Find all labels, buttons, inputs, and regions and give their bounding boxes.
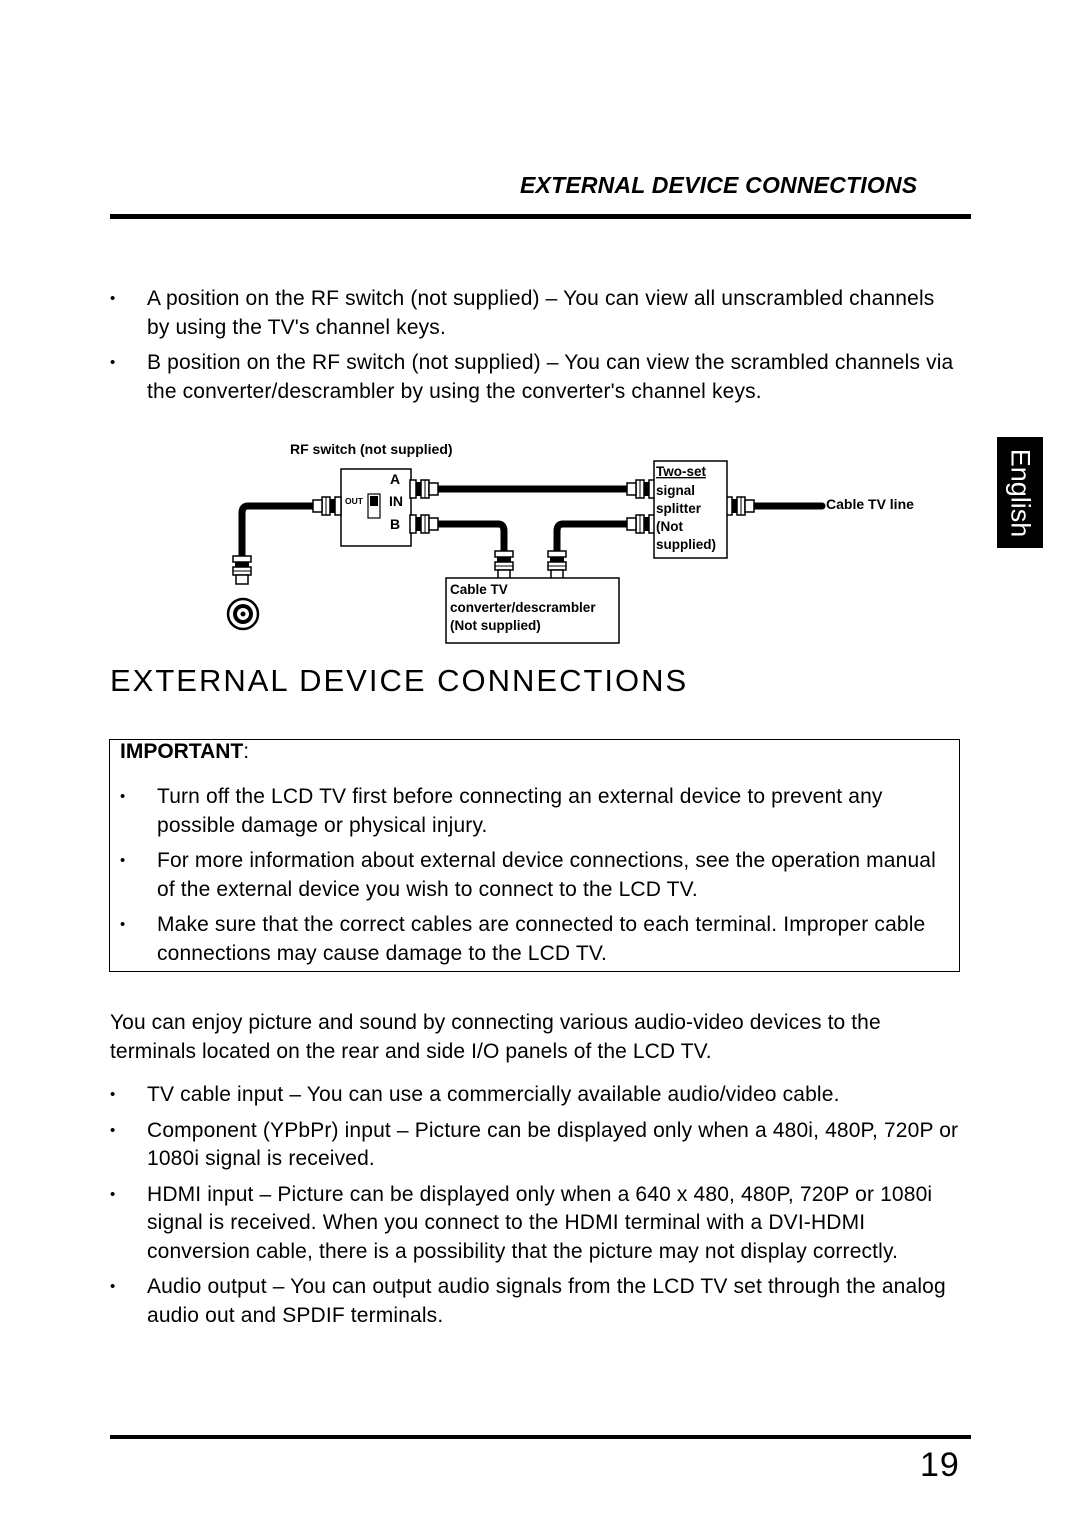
switch-in-label: IN	[389, 493, 403, 509]
coax-connector-icon	[313, 497, 341, 515]
list-item: • Component (YPbPr) input – Picture can be displayed only when a 480i, 480P, 720P or 1080i signal is received.	[110, 1118, 959, 1170]
rf-switch-bullet-list	[110, 285, 960, 413]
switch-a-label: A	[390, 471, 401, 487]
rf-switch-caption: RF switch (not supplied)	[290, 441, 453, 457]
coax-connector-icon	[726, 497, 754, 515]
switch-out-label: OUT	[345, 496, 363, 506]
header-rule	[110, 214, 971, 219]
list-item: • TV cable input – You can use a commercially available audio/video cable.	[110, 1083, 840, 1106]
coax-connector-icon	[410, 515, 438, 533]
list-item: • Audio output – You can output audio signals from the LCD TV set through the analog audio out and SPDIF terminals.	[110, 1275, 946, 1327]
page-number: 19	[920, 1446, 960, 1484]
io-panel-bullet-list	[110, 1081, 960, 1337]
list-item: • For more information about external device connections, see the operation manual of the external device you wish to connect to the LCD TV.	[120, 849, 936, 901]
coax-connector-icon	[627, 480, 655, 498]
list-item: • Make sure that the correct cables are connected to each terminal. Improper cable connections may cause damage to the LCD TV.	[120, 913, 926, 965]
section-title: EXTERNAL DEVICE CONNECTIONS	[110, 663, 689, 698]
converter-label: Cable TV converter/descrambler (Not supplied)	[450, 582, 596, 633]
language-tab-label: English	[1005, 448, 1036, 537]
list-item: • B position on the RF switch (not supplied) – You can view the scrambled channels via the converter/descrambler by using the converter's channel keys.	[110, 351, 954, 403]
rf-connection-diagram	[0, 435, 1080, 650]
coax-connector-icon	[410, 480, 438, 498]
switch-b-label: B	[390, 516, 401, 532]
intro-paragraph: You can enjoy picture and sound by connecting various audio-video devices to the terminals located on the rear and side I/O panels of the LCD TV.	[110, 1011, 881, 1063]
tv-antenna-jack-icon	[228, 599, 258, 629]
coax-connector-icon	[233, 556, 251, 584]
footer-rule	[110, 1435, 971, 1439]
cable-tv-line-label: Cable TV line	[826, 496, 914, 512]
important-bullet-list	[120, 783, 955, 975]
list-item: • Turn off the LCD TV first before connecting an external device to prevent any possible damage or physical injury.	[120, 785, 883, 837]
coax-connector-icon	[548, 551, 566, 579]
list-item: • A position on the RF switch (not supplied) – You can view all unscrambled channels by using the TV's channel keys.	[110, 287, 935, 339]
important-label: IMPORTANT:	[120, 740, 250, 763]
list-item: • HDMI input – Picture can be displayed only when a 640 x 480, 480P, 720P or 1080i signal is received. When you connect to the HDMI terminal with a DVI-HDMI conversion cable, there is a possibility that the picture may not display correctly.	[110, 1182, 933, 1263]
splitter-label: Two-set signal splitter (Not supplied)	[656, 464, 716, 552]
coax-connector-icon	[495, 551, 513, 579]
coax-connector-icon	[627, 515, 655, 533]
running-header-title: EXTERNAL DEVICE CONNECTIONS	[520, 172, 918, 198]
